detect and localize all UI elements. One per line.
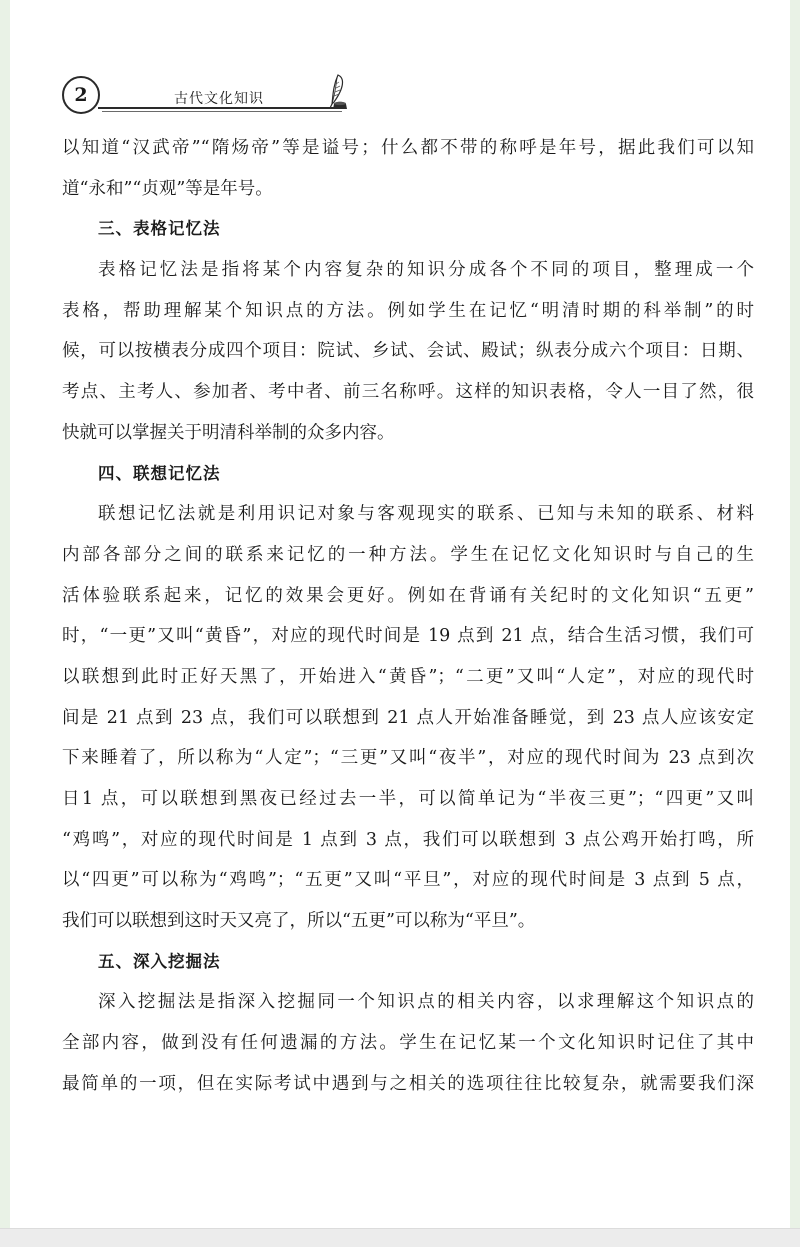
text-line: 以“四更”可以称为“鸡鸣”；“五更”又叫“平旦”，对应的现代时间是 3 点到 5 点，: [62, 870, 754, 891]
section-heading: 五、深入挖掘法: [98, 951, 221, 971]
section-heading: 三、表格记忆法: [98, 219, 221, 239]
text-line: 间是 21 点到 23 点，我们可以联想到 21 点人开始准备睡觉，到 23 点人应该安定: [62, 707, 754, 728]
text-line: 道“永和”“贞观”等是年号。: [62, 178, 273, 199]
text-line: 表格记忆法是指将某个内容复杂的知识分成各个不同的项目，整理成一个: [98, 260, 754, 281]
text-line: 最简单的一项，但在实际考试中遇到与之相关的选项往往比较复杂，就需要我们深: [62, 1073, 754, 1094]
text-line: 候，可以按横表分成四个项目：院试、乡试、会试、殿试；纵表分成六个项目：日期、: [62, 341, 754, 362]
text-line: 深入挖掘法是指深入挖掘同一个知识点的相关内容，以求理解这个知识点的: [98, 992, 754, 1013]
page-frame-right: [790, 0, 800, 1247]
viewer-bottom-bar: [0, 1228, 800, 1247]
book-page: [10, 0, 790, 1228]
text-line: 联想记忆法就是利用识记对象与客观现实的联系、已知与未知的联系、材料: [98, 504, 754, 525]
header-rule-thin: [102, 111, 342, 112]
text-line: 表格，帮助理解某个知识点的方法。例如学生在记忆“明清时期的科举制”的时: [62, 300, 754, 321]
text-line: “鸡鸣”，对应的现代时间是 1 点到 3 点，我们可以联想到 3 点公鸡开始打鸣，所: [62, 829, 754, 850]
text-line: 我们可以联想到这时天又亮了，所以“五更”可以称为“平旦”。: [62, 911, 536, 932]
quill-inkwell-icon: [318, 74, 354, 112]
text-line: 内部各部分之间的联系来记忆的一种方法。学生在记忆文化知识时与自己的生: [62, 544, 754, 565]
text-line: 活体验联系起来，记忆的效果会更好。例如在背诵有关纪时的文化知识“五更”: [62, 585, 754, 606]
page-number: 2: [62, 76, 100, 114]
text-line: 考点、主考人、参加者、考中者、前三名称呼。这样的知识表格，令人一目了然，很: [62, 382, 754, 403]
text-line: 下来睡着了，所以称为“人定”；“三更”又叫“夜半”，对应的现代时间为 23 点到次: [62, 748, 754, 769]
section-heading: 四、联想记忆法: [98, 463, 221, 483]
text-line: 以联想到此时正好天黑了，开始进入“黄昏”；“二更”又叫“人定”，对应的现代时: [62, 666, 754, 687]
running-header: [62, 74, 362, 118]
page-frame-left: [0, 0, 10, 1247]
text-line: 日1 点，可以联想到黑夜已经过去一半，可以简单记为“半夜三更”；“四更”又叫: [62, 789, 754, 809]
book-title: 古代文化知识: [174, 91, 264, 107]
text-line: 以知道“汉武帝”“隋炀帝”等是谥号；什么都不带的称呼是年号，据此我们可以知: [62, 138, 754, 158]
text-line: 时，“一更”又叫“黄昏”，对应的现代时间是 19 点到 21 点，结合生活习惯，我们可: [62, 626, 754, 647]
text-line: 快就可以掌握关于明清科举制的众多内容。: [62, 422, 395, 443]
text-line: 全部内容，做到没有任何遗漏的方法。学生在记忆某一个文化知识时记住了其中: [62, 1033, 754, 1054]
body-text: [62, 128, 754, 1105]
